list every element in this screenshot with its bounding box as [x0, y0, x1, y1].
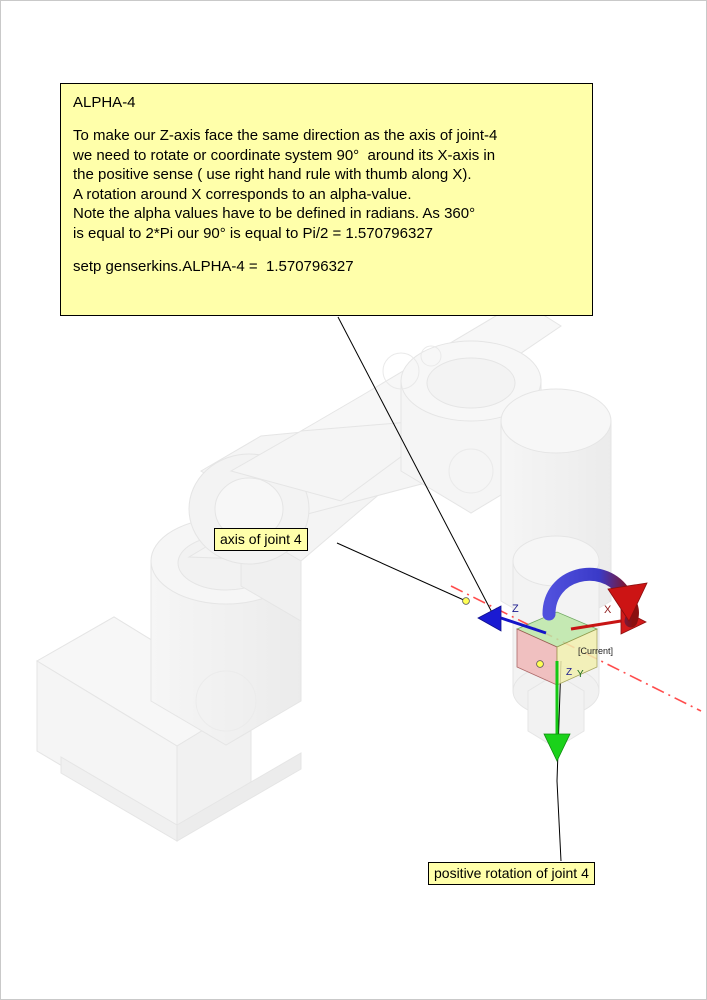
note-spacer [73, 243, 580, 257]
note-box [60, 83, 593, 316]
label-current-frame: [Current] [578, 646, 614, 656]
note-title: ALPHA-4 [73, 94, 136, 111]
label-axis-of-joint-4: axis of joint 4 [214, 528, 308, 551]
leader-line-axis-tag [337, 543, 466, 601]
axis-point-marker [463, 598, 470, 605]
note-command: setp genserkins.ALPHA-4 = 1.570796327 [73, 258, 354, 275]
robot-model [37, 301, 614, 841]
axis-label-small-y: Y [577, 669, 584, 680]
axis-label-small-z: Z [566, 667, 573, 678]
axis-label-z: Z [512, 603, 519, 615]
note-line-1: To make our Z-axis face the same direction as the axis of joint-4 [73, 127, 498, 144]
note-line-4: A rotation around X corresponds to an alpha-value. [73, 185, 412, 203]
note-line-3: the positive sense ( use right hand rule with thumb along X). [73, 166, 472, 183]
note-line-6: is equal to 2*Pi our 90° is equal to Pi/2 = 1.570796327 [73, 224, 434, 242]
axis-label-x: X [604, 604, 612, 616]
note-line-5: Note the alpha values have to be defined in radians. As 360° [73, 205, 476, 222]
label-positive-rotation-of-joint-4: positive rotation of joint 4 [428, 862, 595, 885]
note-line-2: we need to rotate or coordinate system 90° around its X-axis in [73, 146, 496, 164]
